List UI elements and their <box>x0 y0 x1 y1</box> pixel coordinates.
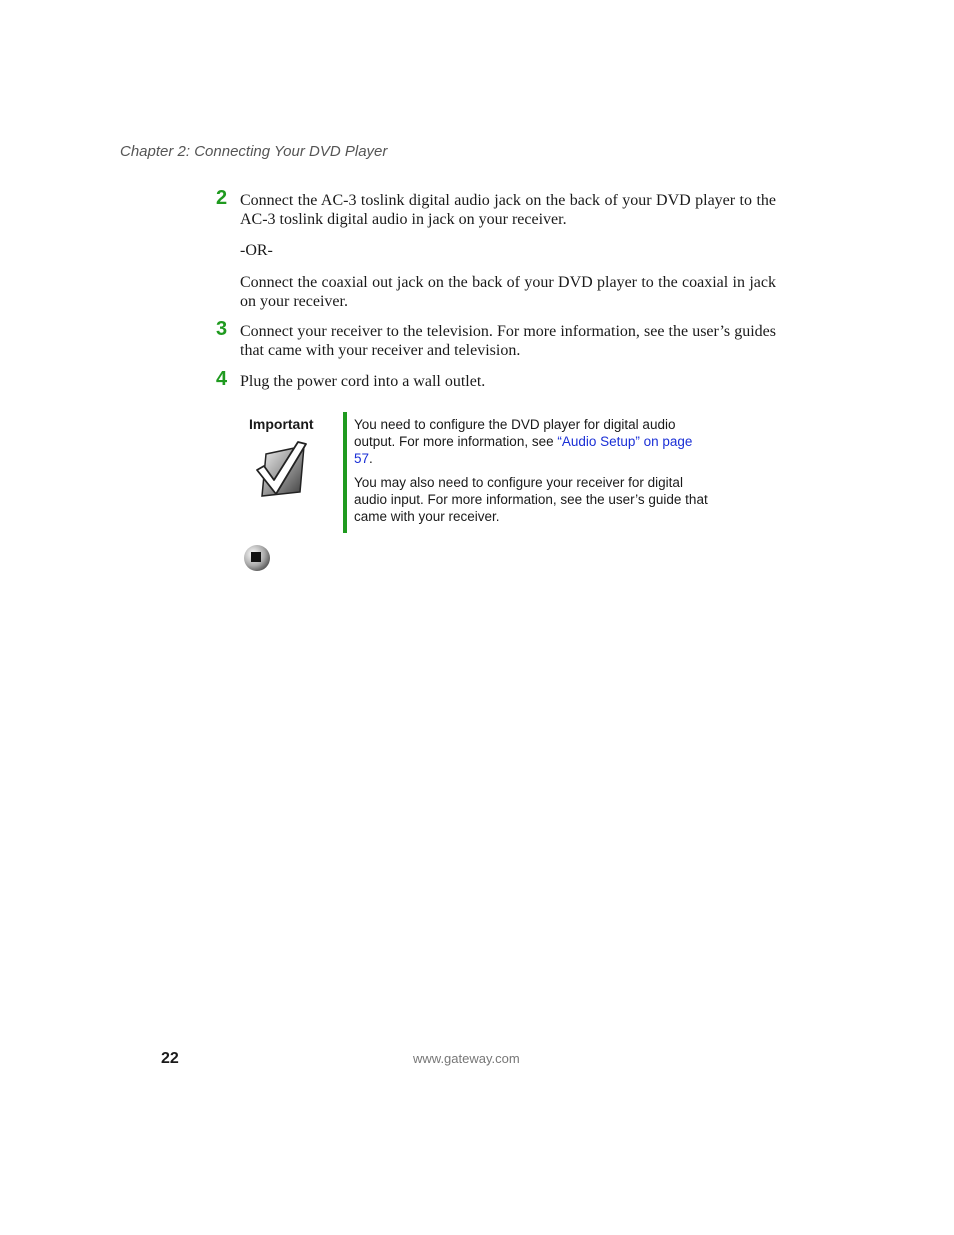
alternate-step-text: Connect the coaxial out jack on the back of your DVD player to the coaxial in jack on your receiver. <box>240 274 776 310</box>
or-separator: -OR- <box>240 242 273 259</box>
step-number: 4 <box>216 368 228 390</box>
step-text: Plug the power cord into a wall outlet. <box>240 373 486 390</box>
step-number: 3 <box>216 318 228 340</box>
important-note-1 <box>354 416 714 467</box>
important-accent-bar <box>343 412 347 533</box>
checkmark-icon <box>254 440 308 498</box>
note-text-end: . <box>369 451 373 466</box>
page-number: 22 <box>161 1050 179 1067</box>
important-note-2: You may also need to configure your receiver for digital audio input. For more information, see the user’s guide that came with your receiver. <box>354 475 708 524</box>
stop-icon <box>243 544 271 572</box>
step-text: Connect your receiver to the television. For more information, see the user’s guides that came with your receiver and television. <box>240 323 776 359</box>
note-text: You need to configure the DVD player for digital audio output. For more information, see <box>354 417 676 449</box>
important-label: Important <box>249 416 314 432</box>
step-text: Connect the AC-3 toslink digital audio jack on the back of your DVD player to the AC-3 toslink digital audio in jack on your receiver. <box>240 192 776 228</box>
running-head: Chapter 2: Connecting Your DVD Player <box>120 143 388 160</box>
audio-setup-link[interactable]: “Audio Setup” on page 57 <box>354 434 693 466</box>
step-number: 2 <box>216 187 228 209</box>
footer-url: www.gateway.com <box>413 1051 520 1066</box>
